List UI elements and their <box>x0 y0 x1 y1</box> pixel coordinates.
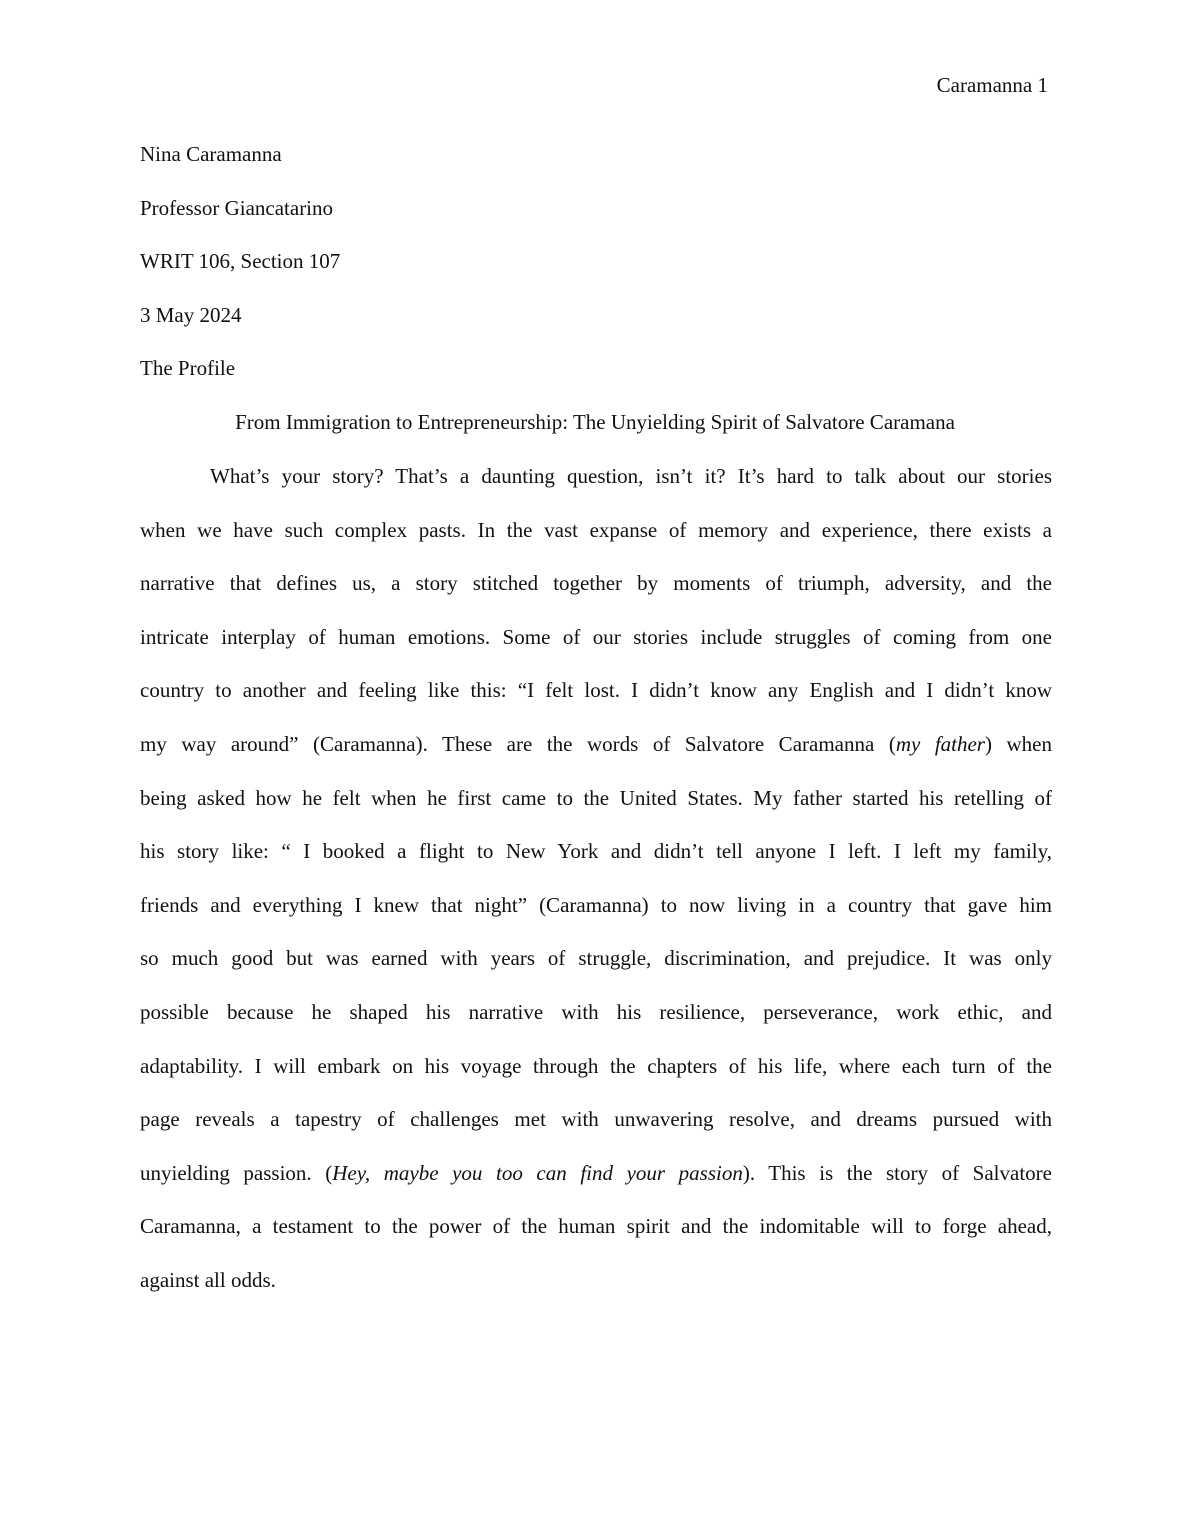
running-head: Caramanna 1 <box>936 73 1048 97</box>
line-text: ). This is the story of Salvatore <box>742 1160 1052 1185</box>
paragraph-line: Caramanna, a testament to the power of the human spirit and the indomitable will to forge ahead, <box>140 1214 1052 1239</box>
assignment-name: The Profile <box>140 356 236 381</box>
course-info: WRIT 106, Section 107 <box>140 249 341 274</box>
paragraph-line: adaptability. I will embark on his voyage through the chapters of his life, where each turn of the <box>140 1053 1052 1078</box>
paragraph-line <box>140 1158 1052 1212</box>
line-text: ) when <box>984 731 1052 756</box>
italic-aside: Hey, maybe you too can find your passion <box>332 1160 743 1185</box>
paragraph-line: What’s your story? That’s a daunting question, isn’t it? It’s hard to talk about our stories <box>210 464 1052 488</box>
paragraph-line: page reveals a tapestry of challenges met with unwavering resolve, and dreams pursued with <box>140 1107 1052 1132</box>
line-text: my way around” (Caramanna). These are the words of Salvatore Caramanna ( <box>140 731 896 756</box>
student-name: Nina Caramanna <box>140 142 282 166</box>
professor-name: Professor Giancatarino <box>140 195 334 220</box>
paragraph-line: being asked how he felt when he first came to the United States. My father started his retelling of <box>140 785 1052 810</box>
paragraph-line: country to another and feeling like this: “I felt lost. I didn’t know any English and I didn’t know <box>140 678 1052 703</box>
date: 3 May 2024 <box>140 302 242 327</box>
mla-heading <box>140 139 1050 407</box>
italic-aside: my father <box>895 731 985 756</box>
paragraph-line: against all odds. <box>140 1267 276 1292</box>
body-paragraph <box>140 461 1052 1319</box>
essay-title: From Immigration to Entrepreneurship: The Unyielding Spirit of Salvatore Caramana <box>235 410 955 434</box>
line-text: unyielding passion. ( <box>140 1160 333 1185</box>
paragraph-line <box>140 729 1052 783</box>
paragraph-line: friends and everything I knew that night” (Caramanna) to now living in a country that gave him <box>140 892 1052 917</box>
paragraph-line: his story like: “ I booked a flight to New York and didn’t tell anyone I left. I left my family, <box>140 839 1052 864</box>
paragraph-line: so much good but was earned with years of struggle, discrimination, and prejudice. It was only <box>140 946 1052 971</box>
paragraph-line: intricate interplay of human emotions. Some of our stories include struggles of coming from one <box>140 624 1052 649</box>
paragraph-line: narrative that defines us, a story stitched together by moments of triumph, adversity, and the <box>140 571 1052 596</box>
paragraph-line: possible because he shaped his narrative with his resilience, perseverance, work ethic, and <box>140 999 1052 1024</box>
paragraph-line: when we have such complex pasts. In the vast expanse of memory and experience, there exists a <box>140 517 1052 542</box>
